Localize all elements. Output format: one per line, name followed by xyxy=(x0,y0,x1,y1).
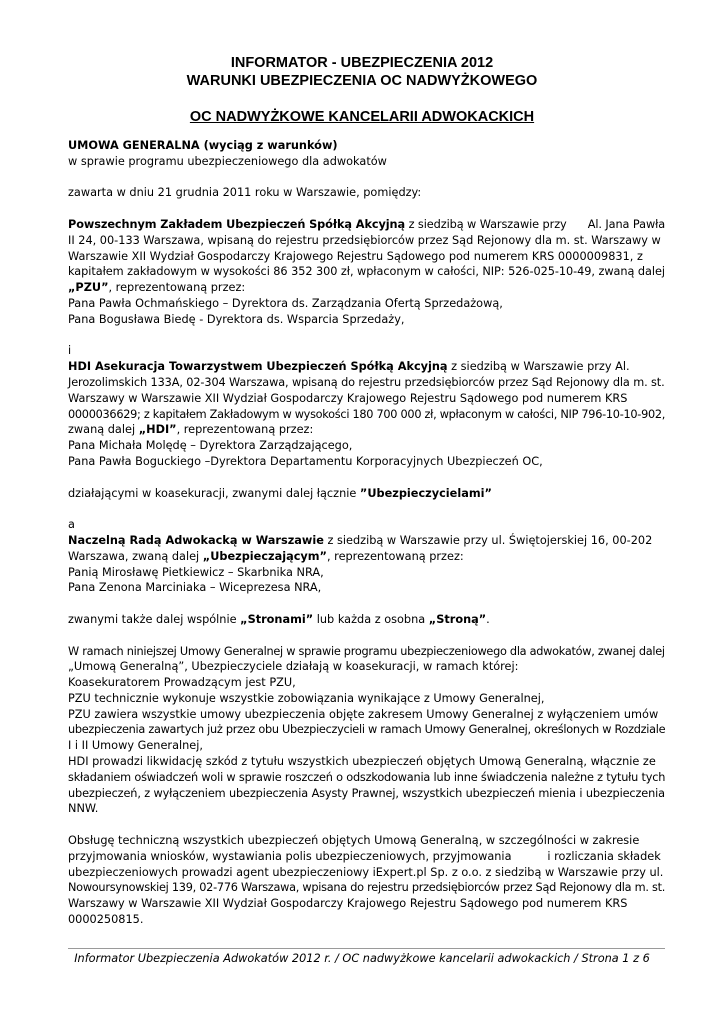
agreement-subheading: w sprawie programu ubezpieczeniowego dla adwokatów xyxy=(68,154,387,168)
party-hdi xyxy=(68,359,665,470)
pzu-krs: Warszawie XII Wydział Gospodarczy Krajowego Rejestru Sądowego pod numerem KRS 0000009831, z xyxy=(68,249,643,263)
parties-text: lub każda z osobna xyxy=(313,612,429,626)
document-body xyxy=(68,138,665,928)
hdi-capital: 0000036629; z kapitałem Zakładowym w wysokości 180 700 000 zł, wpłaconym w całości, NIP 796-10-10-902, xyxy=(68,407,666,421)
document-header xyxy=(0,54,724,126)
hdi-alias-prefix: zwaną dalej xyxy=(68,423,139,437)
agreement-concluded: zawarta w dniu 21 grudnia 2011 roku w Warszawie, pomiędzy: xyxy=(68,186,422,200)
pzu-representative: Pana Pawła Ochmańskiego – Dyrektora ds. Zarządzania Ofertą Sprzedażową, xyxy=(68,296,503,310)
pzu-represented: , reprezentowaną przez: xyxy=(108,281,246,295)
nra-name: Naczelną Radą Adwokacką w Warszawie xyxy=(68,533,324,547)
service-section xyxy=(68,833,665,928)
pzu-alias: „PZU” xyxy=(68,281,109,295)
service-line: przyjmowania wniosków, wystawiania polis ubezpieczeniowych, przyjmowania i rozliczania składek xyxy=(68,849,661,863)
document-subtitle: OC NADWYŻKOWE KANCELARII ADWOKACKICH xyxy=(189,109,535,125)
pzu-registry: II 24, 00-133 Warszawa, wpisaną do rejestru przedsiębiorców przez Sąd Rejonowy dla m. st. Warszawy w xyxy=(68,233,661,247)
service-line: 0000250815. xyxy=(68,913,144,927)
party-nra xyxy=(68,533,665,596)
pzu-seat: z siedzibą w Warszawie przy Al. Jana Pawła xyxy=(405,217,666,231)
hdi-representative: Pana Michała Molędę – Dyrektora Zarządzającego, xyxy=(68,439,353,453)
conjunction-i: i xyxy=(68,344,72,358)
pzu-capital: kapitałem zakładowym w wysokości 86 352 300 zł, wpłaconym w całości, NIP: 526-025-10-49, zwaną dalej xyxy=(68,265,665,279)
service-line: Warszawy w Warszawie XII Wydział Gospodarczy Krajowego Rejestru Sądowego pod numerem KRS xyxy=(68,897,628,911)
framework-section xyxy=(68,644,665,818)
nra-alias-prefix: Warszawa, zwaną dalej xyxy=(68,549,203,563)
conjunction-a: a xyxy=(68,518,75,532)
hdi-representative: Pana Pawła Boguckiego –Dyrektora Departamentu Korporacyjnych Ubezpieczeń OC, xyxy=(68,454,543,468)
framework-line: W ramach niniejszej Umowy Generalnej w sprawie programu ubezpieczeniowego dla adwokatów, zwanej dalej xyxy=(68,644,665,658)
parties-definition xyxy=(68,612,665,628)
footer-divider xyxy=(68,948,665,949)
pzu-representative: Pana Bogusława Biedę - Dyrektora ds. Wsparcia Sprzedaży, xyxy=(68,312,405,326)
document-title: INFORMATOR - UBEZPIECZENIA 2012 xyxy=(230,55,494,71)
nra-seat: z siedzibą w Warszawie przy ul. Świętojerskiej 16, 00-202 xyxy=(323,533,653,547)
page-footer: Informator Ubezpieczenia Adwokatów 2012 r. / OC nadwyżkowe kancelarii adwokackich / Strona 1 z 6 xyxy=(74,952,650,965)
agreement-heading: UMOWA GENERALNA (wyciąg z warunków) xyxy=(68,139,338,152)
hdi-represented: , reprezentowaną przez: xyxy=(176,423,314,437)
framework-line: „Umową Generalną”, Ubezpieczyciele działają w koasekuracji, w ramach której: xyxy=(68,660,519,674)
parties-text: zwanymi także dalej wspólnie xyxy=(68,612,241,626)
framework-line: I i II Umowy Generalnej, xyxy=(68,739,203,753)
parties-text: . xyxy=(486,612,490,626)
parties-term: „Stronami” xyxy=(240,612,314,626)
framework-line: NNW. xyxy=(68,802,99,816)
party-pzu xyxy=(68,217,665,328)
framework-line: HDI prowadzi likwidację szkód z tytułu wszystkich ubezpieczeń objętych Umową Generalną, włącznie ze xyxy=(68,755,656,769)
framework-line: ubezpieczeń, z wyłączeniem ubezpieczenia Asysty Prawnej, wszystkich ubezpieczeń mienia i ubezpieczenia xyxy=(68,786,665,800)
hdi-seat: z siedzibą w Warszawie przy Al. xyxy=(447,360,630,374)
hdi-name: HDI Asekuracja Towarzystwem Ubezpieczeń Spółką Akcyjną xyxy=(68,360,448,374)
service-line: Nowoursynowskiej 139, 02-776 Warszawa, wpisana do rejestru przedsiębiorców przez Sąd Rejonowy dla m. st. xyxy=(68,881,666,895)
nra-representative: Pana Zenona Marciniaka – Wiceprezesa NRA, xyxy=(68,581,322,595)
framework-line: PZU technicznie wykonuje wszystkie zobowiązania wynikające z Umowy Generalnej, xyxy=(68,691,545,705)
coinsurance-text: działającymi w koasekuracji, zwanymi dalej łącznie xyxy=(68,486,360,500)
hdi-alias: „HDI” xyxy=(138,423,177,437)
coinsurance-term: ”Ubezpieczycielami” xyxy=(359,486,492,500)
nra-alias: „Ubezpieczającym” xyxy=(202,549,327,563)
nra-represented: , reprezentowaną przez: xyxy=(326,549,464,563)
hdi-registry: Jerozolimskich 133A, 02-304 Warszawa, wpisaną do rejestru przedsiębiorców przez Sąd Rejonowy dla m. st. xyxy=(68,375,665,389)
document-title-secondary: WARUNKI UBEZPIECZENIA OC NADWYŻKOWEGO xyxy=(186,73,538,89)
hdi-krs: Warszawy w Warszawie XII Wydział Gospodarczy Krajowego Rejestru Sądowego pod numerem KRS xyxy=(68,391,628,405)
party-term: „Stroną” xyxy=(428,612,487,626)
service-line: Obsługę techniczną wszystkich ubezpieczeń objętych Umową Generalną, w szczególności w zakresie xyxy=(68,834,640,848)
service-line: ubezpieczeniowych prowadzi agent ubezpieczeniowy iExpert.pl Sp. z o.o. z siedzibą w Warszawie przy ul. xyxy=(68,865,664,879)
framework-line: składaniem oświadczeń woli w sprawie roszczeń o odszkodowania lub inne świadczenia należne z tytułu tych xyxy=(68,770,666,784)
nra-representative: Panią Mirosławę Pietkiewicz – Skarbnika NRA, xyxy=(68,565,324,579)
pzu-name: Powszechnym Zakładem Ubezpieczeń Spółką Akcyjną xyxy=(68,217,406,231)
framework-line: Koasekuratorem Prowadzącym jest PZU, xyxy=(68,676,296,690)
framework-line: ubezpieczenia zawartych już przez obu Ubezpieczycieli w ramach Umowy Generalnej, określonych w Rozdziale xyxy=(68,723,666,737)
framework-line: PZU zawiera wszystkie umowy ubezpieczenia objęte zakresem Umowy Generalnej z wyłączeniem umów xyxy=(68,707,659,721)
